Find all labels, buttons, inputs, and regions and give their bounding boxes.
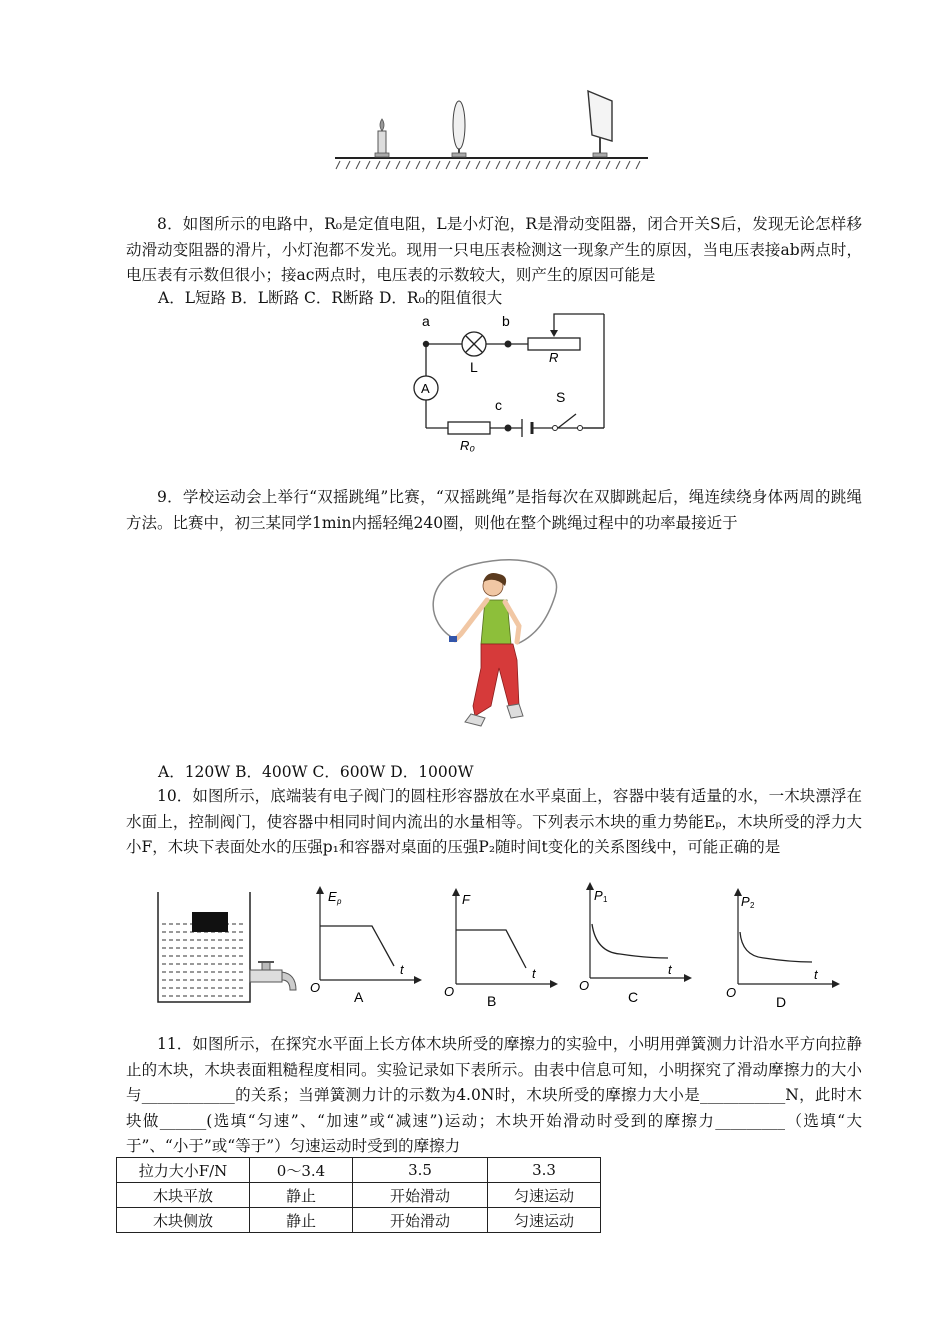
optical-bench-figure	[330, 85, 650, 195]
circuit-diagram	[400, 308, 620, 458]
table-cell: 开始滑动	[353, 1183, 488, 1208]
table-row	[117, 1208, 601, 1233]
wood-block	[192, 912, 228, 932]
table-header-cell: 0～3.4	[250, 1158, 353, 1183]
screen-icon	[588, 91, 612, 157]
graph-d-curve	[740, 932, 812, 962]
table-cell: 静止	[250, 1183, 353, 1208]
table-cell: 木块平放	[117, 1183, 250, 1208]
graph-d-ysub: 2	[750, 901, 755, 910]
graph-a-curve	[320, 926, 394, 966]
graph-a	[306, 884, 424, 1008]
graph-d-caption: D	[776, 994, 787, 1010]
graph-d-origin: O	[726, 985, 737, 1000]
table-header-cell: 3.5	[353, 1158, 488, 1183]
lamp-label: L	[470, 359, 478, 375]
graph-a-xlabel: t	[400, 962, 404, 977]
graph-c-xlabel: t	[668, 962, 672, 977]
friction-data-table	[116, 1157, 601, 1233]
table-cell: 静止	[250, 1208, 353, 1233]
table-cell: 木块侧放	[117, 1208, 250, 1233]
valve-faucet-icon	[250, 962, 296, 990]
graph-d-ylabel: P	[741, 894, 750, 909]
graph-b-caption: B	[487, 993, 497, 1009]
graph-c	[576, 880, 694, 1004]
graph-a-caption: A	[354, 989, 364, 1005]
table-cell: 匀速运动	[488, 1208, 601, 1233]
question-8-options: A．L短路 B．L断路 C．R断路 D．R₀的阻值很大	[158, 289, 503, 307]
graph-b	[442, 884, 560, 1012]
table-header-cell: 3.3	[488, 1158, 601, 1183]
graph-b-origin: O	[444, 984, 455, 999]
graph-c-ylabel: P	[594, 888, 603, 903]
table-cell: 开始滑动	[353, 1208, 488, 1233]
node-c-label: c	[495, 397, 502, 413]
lamp-icon	[462, 332, 486, 356]
rheostat-label: R	[549, 350, 559, 365]
table-row	[117, 1183, 601, 1208]
graph-a-origin: O	[310, 980, 321, 995]
graph-c-origin: O	[579, 978, 590, 993]
switch-label: S	[556, 389, 566, 405]
ammeter-label: A	[421, 381, 430, 396]
candle-icon	[375, 119, 389, 157]
graph-d-xlabel: t	[814, 967, 818, 982]
question-11-text: 11．如图所示，在探究水平面上长方体木块所受的摩擦力的实验中，小明用弹簧测力计沿水平方向拉静止的木块，木块表面粗糙程度相同。实验记录如下表所示。由表中信息可知，小明探究了滑动摩擦力的大小与____________的关系；当弹簧测力计的示数为4.0N时，木块所受的摩擦力大小是___________N，此时木块做______(选填“匀速”、“加速”或“减速”)运动；木块开始滑动时受到的摩擦力_________（选填“大于”、“小于”或“等于”）匀速运动时受到的摩擦力	[126, 1035, 862, 1155]
table-header-row	[117, 1158, 601, 1183]
lens-icon	[452, 101, 466, 157]
graph-a-ylabel: E	[328, 889, 337, 904]
graph-c-curve	[592, 924, 668, 958]
graph-b-curve	[456, 930, 526, 968]
table-header-cell: 拉力大小F/N	[117, 1158, 250, 1183]
question-10-text: 10．如图所示，底端装有电子阀门的圆柱形容器放在水平桌面上，容器中装有适量的水，一木块漂浮在水面上，控制阀门，使容器中相同时间内流出的水量相等。下列表示木块的重力势能Eₚ，木块所受的浮力大小F，木块下表面处水的压强p₁和容器对桌面的压强P₂随时间t变化的关系图线中，可能正确的是	[126, 787, 862, 856]
graph-b-xlabel: t	[532, 966, 536, 981]
node-a-label: a	[422, 313, 430, 329]
node-b-label: b	[502, 313, 510, 329]
battery-icon	[522, 419, 532, 437]
graph-b-ylabel: F	[462, 892, 470, 907]
graph-c-ysub: 1	[603, 895, 608, 904]
question-9-text: 9．学校运动会上举行“双摇跳绳”比赛，“双摇跳绳”是指每次在双脚跳起后，绳连续绕身体两周的跳绳方法。比赛中，初三某同学1min内摇轻绳240圈，则他在整个跳绳过程中的功率最接近于	[126, 488, 862, 532]
graph-d	[724, 884, 842, 1012]
jump-rope-illustration	[415, 556, 565, 746]
water-container-figure	[150, 884, 300, 1008]
graph-a-ysub: p	[337, 897, 342, 906]
question-8-text: 8．如图所示的电路中，R₀是定值电阻，L是小灯泡，R是滑动变阻器，闭合开关S后，发现无论怎样移动滑动变阻器的滑片，小灯泡都不发光。现用一只电压表检测这一现象产生的原因，当电压表接ab两点时，电压表有示数但很小；接ac两点时，电压表的示数较大，则产生的原因可能是	[126, 215, 862, 284]
graph-c-caption: C	[628, 989, 639, 1004]
table-cell: 匀速运动	[488, 1183, 601, 1208]
question-9-options: A．120W B．400W C．600W D．1000W	[158, 763, 474, 781]
resistor-r0-label: R₀	[460, 438, 475, 453]
